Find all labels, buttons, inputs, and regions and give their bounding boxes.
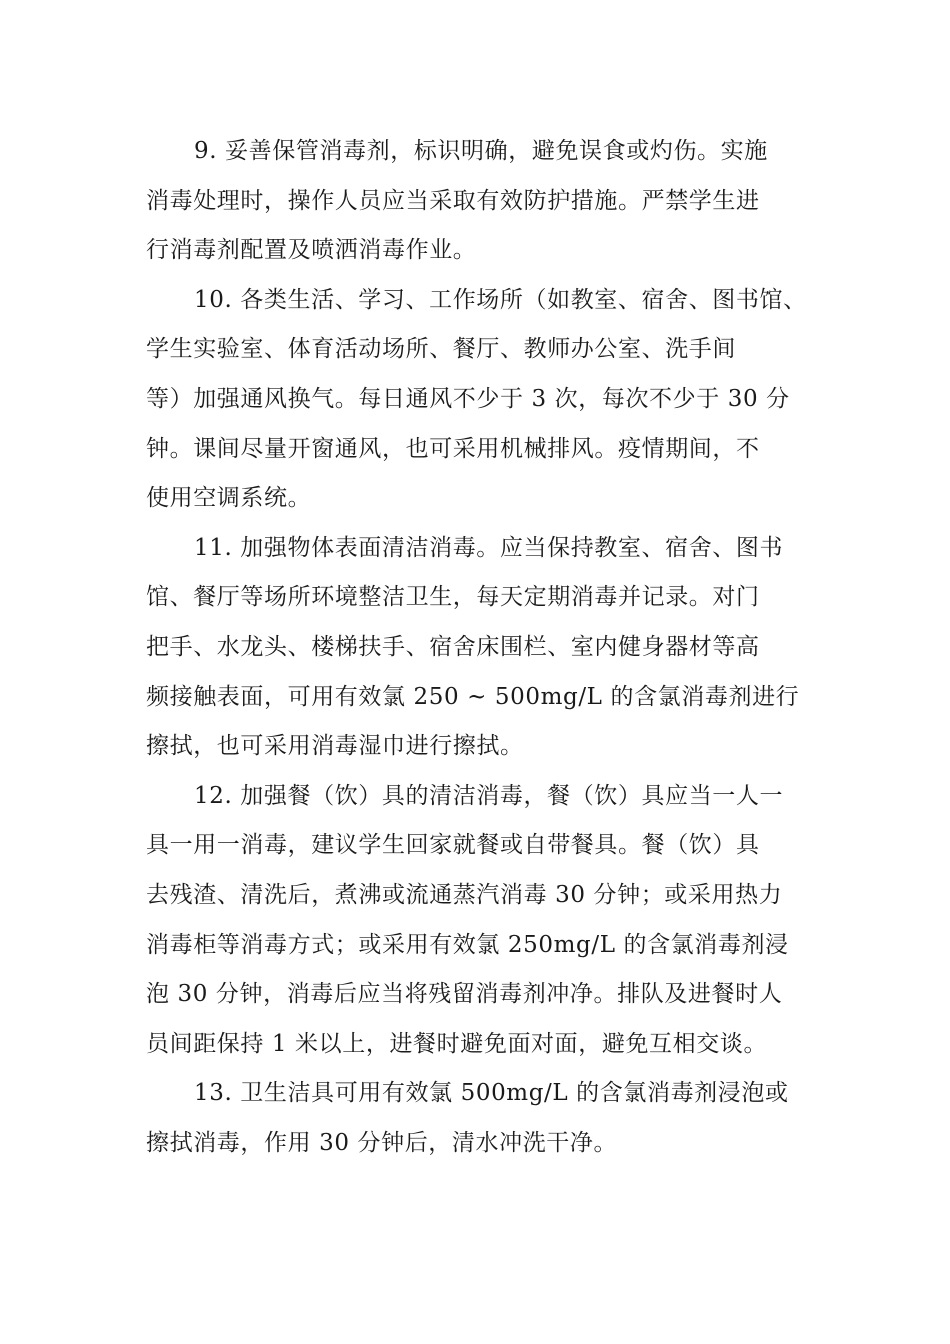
paragraph-line: 9. 妥善保管消毒剂，标识明确，避免误食或灼伤。实施: [194, 138, 768, 164]
paragraph-line: 把手、水龙头、楼梯扶手、宿舍床围栏、室内健身器材等高: [146, 633, 760, 660]
paragraph-line: 消毒柜等消毒方式；或采用有效氯 250mg/L 的含氯消毒剂浸: [146, 931, 789, 958]
paragraph-11: [146, 524, 826, 772]
document-body: [146, 127, 826, 1168]
paragraph-line: 频接触表面，可用有效氯 250 ~ 500mg/L 的含氯消毒剂进行: [146, 683, 800, 710]
paragraph-line: 10. 各类生活、学习、工作场所（如教室、宿舍、图书馆、: [194, 286, 807, 313]
paragraph-12: [146, 772, 826, 1070]
paragraph-line: 11. 加强物体表面清洁消毒。应当保持教室、宿舍、图书: [194, 534, 784, 561]
paragraph-line: 具一用一消毒，建议学生回家就餐或自带餐具。餐（饮）具: [146, 832, 760, 859]
paragraph-line: 消毒处理时，操作人员应当采取有效防护措施。严禁学生进: [146, 187, 760, 214]
paragraph-line: 馆、餐厅等场所环境整洁卫生，每天定期消毒并记录。对门: [146, 584, 760, 611]
paragraph-9: [146, 127, 826, 276]
paragraph-13: [146, 1069, 826, 1168]
paragraph-line: 擦拭，也可采用消毒湿巾进行擦拭。: [146, 733, 524, 760]
paragraph-line: 学生实验室、体育活动场所、餐厅、教师办公室、洗手间: [146, 336, 736, 363]
paragraph-line: 行消毒剂配置及喷洒消毒作业。: [146, 237, 477, 264]
paragraph-line: 等）加强通风换气。每日通风不少于 3 次，每次不少于 30 分: [146, 385, 790, 412]
paragraph-line: 使用空调系统。: [146, 485, 312, 512]
paragraph-line: 钟。课间尽量开窗通风，也可采用机械排风。疫情期间，不: [146, 435, 760, 462]
paragraph-line: 去残渣、清洗后，煮沸或流通蒸汽消毒 30 分钟；或采用热力: [146, 881, 783, 908]
paragraph-line: 12. 加强餐（饮）具的清洁消毒，餐（饮）具应当一人一: [194, 782, 784, 809]
paragraph-line: 员间距保持 1 米以上，进餐时避免面对面，避免互相交谈。: [146, 1030, 768, 1057]
paragraph-10: [146, 276, 826, 524]
paragraph-line: 13. 卫生洁具可用有效氯 500mg/L 的含氯消毒剂浸泡或: [194, 1080, 789, 1107]
paragraph-line: 泡 30 分钟，消毒后应当将残留消毒剂冲净。排队及进餐时人: [146, 981, 783, 1008]
paragraph-line: 擦拭消毒，作用 30 分钟后，清水冲洗干净。: [146, 1129, 618, 1156]
